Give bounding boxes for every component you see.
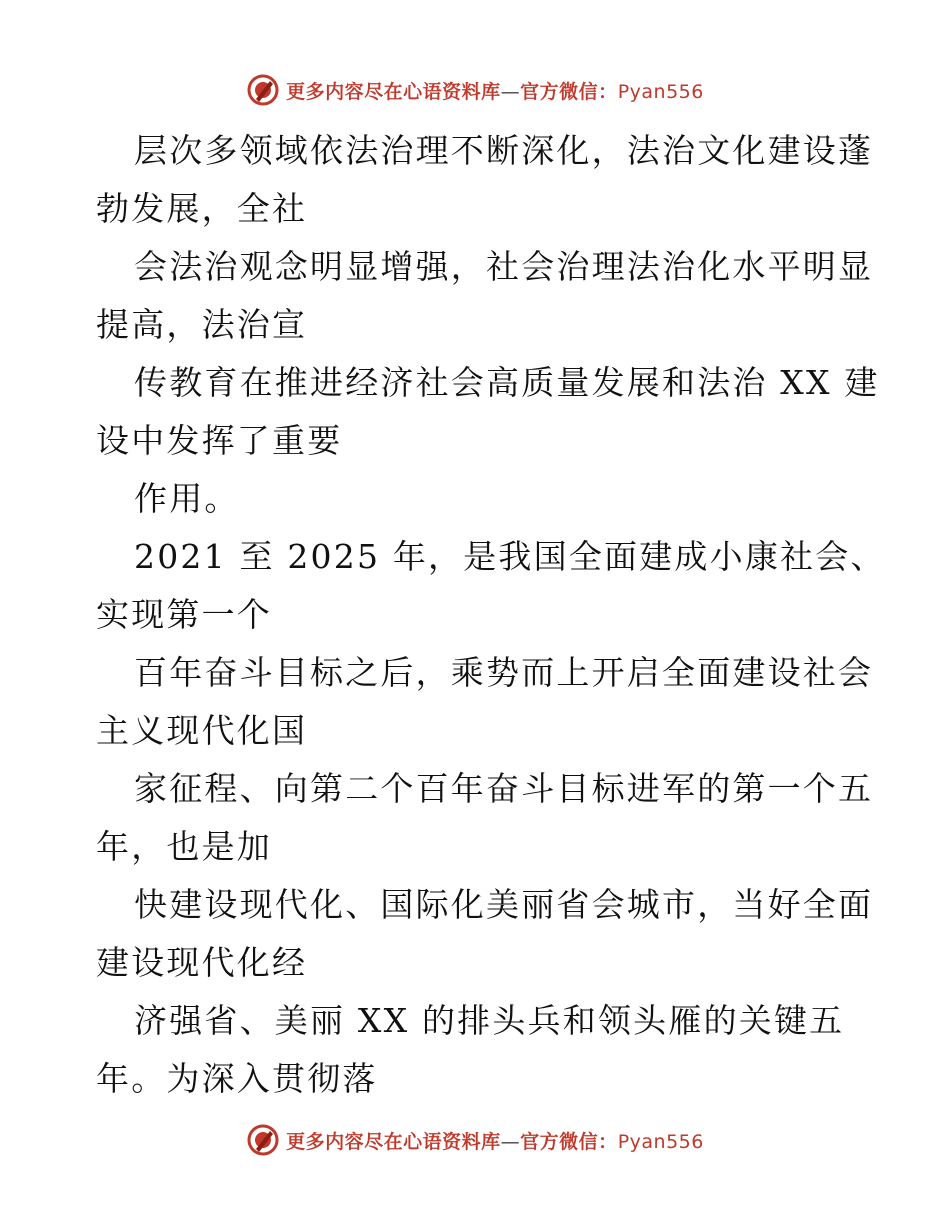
paragraph-line: 济强省、美丽 XX 的排头兵和领头雁的关键五 — [134, 1001, 845, 1040]
paragraph-line: 提高，法治宣 — [96, 305, 308, 344]
footer-site-name: 更多内容尽在心语资料库 — [286, 1130, 501, 1153]
footer-banner — [0, 1120, 950, 1160]
paragraph-line: 实现第一个 — [96, 595, 272, 634]
paragraph-line: 作用。 — [134, 479, 240, 518]
pen-logo-icon — [246, 1123, 280, 1157]
header-separator: — — [500, 80, 521, 103]
pen-logo-icon — [246, 73, 280, 107]
footer-wechat-id: Pyan556 — [617, 1130, 704, 1153]
paragraph-line: 家征程、向第二个百年奋斗目标进军的第一个五 — [134, 769, 874, 808]
header-wechat-label: 官方微信： — [520, 80, 618, 103]
footer-separator: — — [500, 1130, 521, 1153]
paragraph-line: 年。为深入贯彻落 — [96, 1059, 378, 1098]
paragraph-line: 传教育在推进经济社会高质量发展和法治 XX 建 — [134, 363, 880, 402]
paragraph-line: 会法治观念明显增强，社会治理法治化水平明显 — [134, 247, 874, 286]
paragraph-line: 层次多领域依法治理不断深化，法治文化建设蓬 — [134, 131, 874, 170]
paragraph-line: 主义现代化国 — [96, 711, 308, 750]
paragraph-line: 年，也是加 — [96, 827, 272, 866]
footer-banner-text — [286, 1127, 704, 1154]
paragraph-line: 百年奋斗目标之后，乘势而上开启全面建设社会 — [134, 653, 874, 692]
paragraph-line: 快建设现代化、国际化美丽省会城市，当好全面 — [134, 885, 874, 924]
footer-wechat-label: 官方微信： — [520, 1130, 618, 1153]
header-site-name: 更多内容尽在心语资料库 — [286, 80, 501, 103]
paragraph-line: 建设现代化经 — [96, 943, 308, 982]
document-body — [96, 122, 886, 1108]
header-banner — [0, 70, 950, 110]
paragraph-line: 设中发挥了重要 — [96, 421, 343, 460]
paragraph-line: 勃发展，全社 — [96, 189, 308, 228]
header-wechat-id: Pyan556 — [617, 80, 704, 103]
header-banner-text — [286, 77, 704, 104]
paragraph-line: 2021 至 2025 年，是我国全面建成小康社会、 — [134, 537, 886, 576]
